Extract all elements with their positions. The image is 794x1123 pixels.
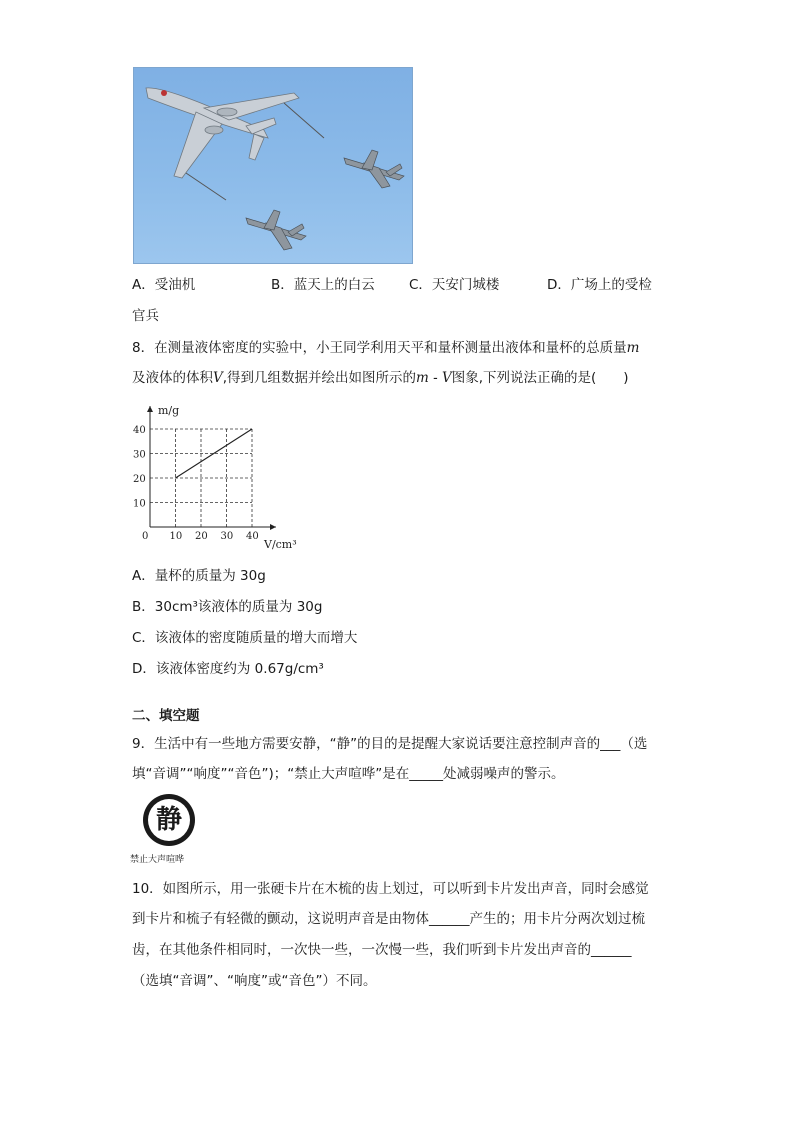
q10-line4: （选填“音调”、“响度”或“音色”）不同。 [132, 973, 377, 989]
aircraft-illustration [134, 68, 412, 263]
q8-option-d: D．该液体密度约为 0.67g/cm³ [132, 661, 324, 677]
x-tick-label: 20 [195, 531, 208, 542]
q8-stem-text2a: 及液体的体积 [132, 370, 213, 386]
q10-line2: 到卡片和梳子有轻微的颤动，这说明声音是由物体______产生的；用卡片分两次划过梳 [132, 911, 645, 927]
q8-stem-text: 8．在测量液体密度的实验中，小王同学利用天平和量杯测量出液体和量杯的总质量 [132, 340, 627, 356]
x-tick-label: 30 [220, 531, 234, 542]
q8-var-mV: m - V [416, 370, 452, 386]
q8-option-c: C．该液体的密度随质量的增大而增大 [132, 630, 358, 646]
y-axis-label: m/g [158, 404, 180, 417]
q7-option-b: B．蓝天上的白云 [271, 277, 375, 293]
y-tick-label: 40 [133, 425, 146, 436]
refueling-aircraft-photo [133, 67, 413, 264]
mass-volume-graph [126, 400, 316, 559]
section-title-fill-in: 二、填空题 [132, 708, 200, 724]
y-tick-label: 10 [133, 498, 146, 510]
q10-line1: 10．如图所示，用一张硬卡片在木梳的齿上划过，可以听到卡片发出声音，同时会感觉 [132, 881, 649, 897]
y-tick-label: 30 [133, 449, 146, 461]
q7-option-c: C．天安门城楼 [409, 277, 500, 293]
q9-line1: 9．生活中有一些地方需要安静，“静”的目的是提醒大家说话要注意控制声音的___（选 [132, 736, 648, 752]
q8-stem-text2c: 图象,下列说法正确的是( ) [451, 370, 629, 386]
quiet-sign-icon [141, 792, 197, 848]
q7-option-d: D．广场上的受检 [547, 277, 652, 293]
q7-option-d-continued: 官兵 [132, 308, 159, 324]
q8-stem-line1 [132, 339, 639, 357]
q8-stem-line2 [132, 369, 629, 387]
x-tick-label: 0 [142, 531, 149, 542]
q8-stem-text2b: ,得到几组数据并绘出如图所示的 [222, 370, 417, 386]
q8-option-b: B．30cm³该液体的质量为 30g [132, 599, 323, 615]
sign-character: 静 [155, 805, 182, 835]
x-tick-label: 40 [246, 531, 259, 542]
mass-volume-chart [126, 400, 316, 555]
q7-option-a: A．受油机 [132, 277, 196, 293]
x-axis-label: V/cm³ [264, 538, 297, 551]
q8-var-m: m [626, 340, 640, 356]
sign-caption: 禁止大声喧哗 [130, 855, 185, 865]
q10-line3: 齿，在其他条件相同时，一次快一些，一次慢一些，我们听到卡片发出声音的______ [132, 942, 632, 958]
q8-option-a: A．量杯的质量为 30g [132, 568, 266, 584]
y-tick-label: 20 [133, 474, 146, 485]
q8-var-V: V [213, 370, 223, 386]
x-tick-label: 10 [169, 531, 183, 542]
q9-line2: 填“音调”“响度”“音色”)；“禁止大声喧哗”是在_____处减弱噪声的警示。 [132, 766, 565, 782]
